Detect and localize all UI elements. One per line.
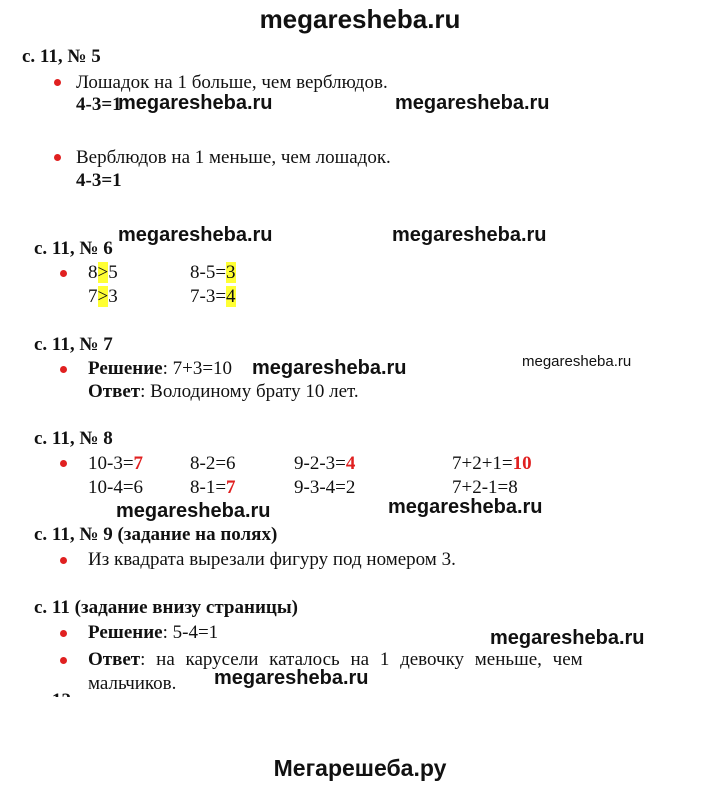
- page-cut-mask: [22, 697, 720, 717]
- section-title-bottom: с. 11 (задание внизу страницы): [34, 597, 298, 618]
- sb-answer-line1: Ответ: на карусели каталось на 1 девочку меньше, чем: [88, 649, 583, 670]
- watermark-inline: megaresheba.ru: [392, 224, 547, 246]
- s6-row1-compare: 8>5: [88, 262, 118, 283]
- section-title-9: с. 11, № 9 (задание на полях): [34, 524, 278, 545]
- sb-solution: Решение: 5-4=1: [88, 622, 219, 643]
- s8-cell: 10-3=7: [88, 453, 144, 474]
- s6-row2-compare: 7>3: [88, 286, 118, 307]
- watermark-inline: megaresheba.ru: [118, 224, 273, 246]
- top-watermark: megaresheba.ru: [259, 4, 461, 34]
- bullet-icon: [60, 630, 67, 637]
- bottom-watermark: Мегарешеба.ру: [273, 755, 447, 781]
- s8-cell: 9-3-4=2: [294, 477, 356, 498]
- s8-cell: 10-4=6: [88, 477, 144, 498]
- sb-answer-line2: мальчиков.: [88, 673, 177, 694]
- s6-row1-expr: 8-5=3: [190, 262, 236, 283]
- bullet-icon: [54, 154, 61, 161]
- bullet-icon: [60, 366, 67, 373]
- bullet-icon: [60, 657, 67, 664]
- s5-item2-text: Верблюдов на 1 меньше, чем лошадок.: [76, 147, 391, 168]
- section-title-8: с. 11, № 8: [34, 428, 113, 449]
- bullet-icon: [60, 270, 67, 277]
- s7-solution: Решение: 7+3=10: [88, 358, 233, 379]
- section-title-5: с. 11, № 5: [22, 46, 101, 67]
- section-title-6: с. 11, № 6: [34, 238, 113, 259]
- s9-text: Из квадрата вырезали фигуру под номером 3.: [88, 549, 456, 570]
- s8-cell: 7+2+1=10: [452, 453, 532, 474]
- bullet-icon: [54, 79, 61, 86]
- s8-cell: 7+2-1=8: [452, 477, 518, 498]
- watermark-inline: megaresheba.ru: [490, 627, 645, 649]
- bullet-icon: [60, 557, 67, 564]
- section-title-7: с. 11, № 7: [34, 334, 113, 355]
- s8-cell: 8-2=6: [190, 453, 236, 474]
- watermark-inline: megaresheba.ru: [118, 92, 273, 114]
- s5-item2-expr: 4-3=1: [76, 170, 122, 191]
- watermark-inline: megaresheba.ru: [116, 500, 271, 522]
- watermark-inline: megaresheba.ru: [395, 92, 550, 114]
- s5-item1-expr: 4-3=1: [76, 94, 122, 115]
- watermark-inline: megaresheba.ru: [252, 357, 407, 379]
- watermark-inline: megaresheba.ru: [388, 496, 543, 518]
- s6-row2-expr: 7-3=4: [190, 286, 236, 307]
- s7-answer: Ответ: Володиному брату 10 лет.: [88, 381, 359, 402]
- s5-item1-text: Лошадок на 1 больше, чем верблюдов.: [76, 72, 388, 93]
- watermark-small: megaresheba.ru: [522, 353, 632, 370]
- watermark-inline: megaresheba.ru: [214, 667, 369, 689]
- s8-cell: 8-1=7: [190, 477, 236, 498]
- s8-cell: 9-2-3=4: [294, 453, 356, 474]
- bullet-icon: [60, 460, 67, 467]
